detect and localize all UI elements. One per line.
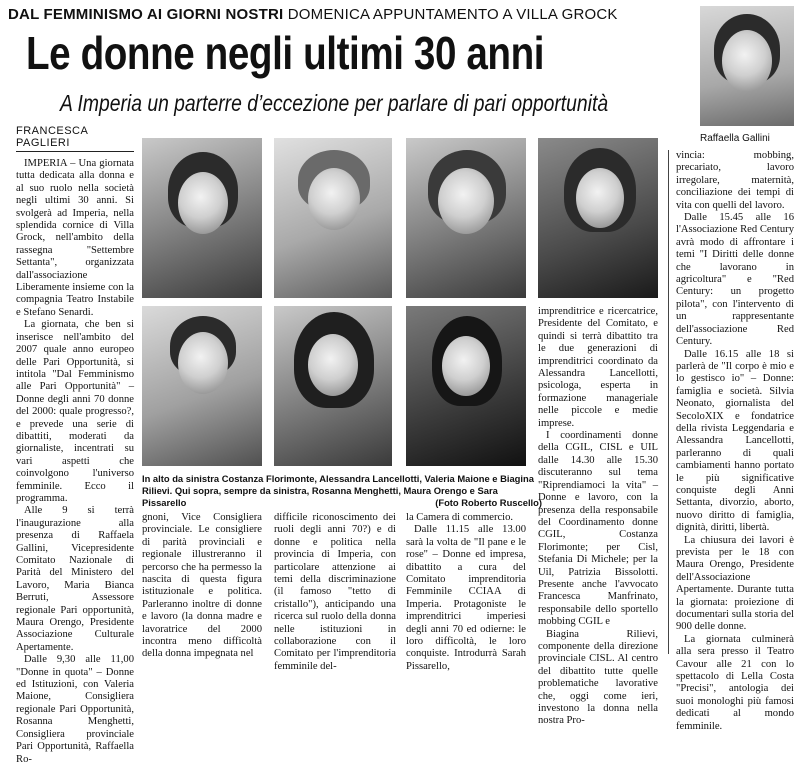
photo-sara-pissarello [406, 306, 526, 466]
photo-valeria-maione [406, 138, 526, 298]
caption-text: In alto da sinistra Costanza Florimonte, Alessandra Lancellotti, Valeria Maione e Biagina Rilievi. Qui sopra, sempre da sinistra, Rosanna Menghetti, Maura Orengo e Sara Pissarello [142, 473, 534, 508]
paragraph: difficile riconoscimento dei ruoli degli anni 70?) e di donne e politica nella provincia di Imperia, con particolare attenzione ai temi della discriminazione (il famoso "tetto di cristallo"), anticipando una ricerca sul ruolo della donna nelle istituzioni in collaborazione con il Comitato per l'imprenditoria femminile del- [274, 512, 396, 672]
photo-caption [142, 473, 542, 509]
kicker [8, 6, 618, 23]
byline: FRANCESCA PAGLIERI [16, 125, 134, 152]
paragraph: Alle 9 si terrà l'inaugurazione alla presenza di Raffaela Gallini, Vicepresidente Comitato Nazionale di Parità del Ministero del Lavoro, Maria Bianca Berruti, Assessore regionale Pari opportunità, Maura Orengo, Presidente Associazione Culturale Apertamente. [16, 505, 134, 653]
paragraph: gnoni, Vice Consigliera provinciale. Le consigliere di parità provinciali e regionale illustreranno il percorso che ha permesso la nascita di questa figura istituzionale e politica. Parleranno inoltre di donne e lavoro (la donna madre e lavoratrice del 2000 incontra meno difficoltà della donna impegnata nel [142, 512, 262, 660]
paragraph: Biagina Rilievi, componente della direzione provinciale CISL. Al centro del dibattito tutte quelle problematiche lavorative che, oggi come ieri, investono la donna nella nostra Pro- [538, 628, 658, 727]
paragraph: la Camera di commercio. [406, 512, 514, 523]
paragraph: IMPERIA – Una giornata tutta dedicata alla donna e al suo ruolo nella società negli ultimi 30 anni. Si svolgerà ad Imperia, nella splendida cornice di Villa Grock, nell'ambito della rassegna "Settembre Settanta", organizzata dall'associazione Liberamente insieme con la compagnia Teatro Instabile e Stefano Senardi. [16, 158, 134, 318]
paragraph: I coordinamenti donne della CGIL, CISL e UIL dalle 14.30 alle 15.30 discuteranno sul tema "Riprendiamoci la vita" – Donne e lavoro, con la presenza della responsabile del Coordinamento donne CGIL, Costanza Florimonte; per Cisl, Stefania Di Michele; per la Uil, Patrizia Bissolotti. Presente anche l'avvocato Francesca Manfrinato, responsabile dello sportello mobbing CGIL e [538, 430, 658, 628]
photo-biagina-rilievi [538, 138, 658, 298]
paragraph: imprenditrice e ricercatrice, Presidente del Comitato, e quindi si terrà dibattito tra le due generazioni di imprenditrici coordinato da Alessandra Lancellotti, psicologa, esperta in formazione manageriale nelle piccole e medie imprese. [538, 306, 658, 429]
paragraph: Dalle 16.15 alle 18 si parlerà de "Il corpo è mio e lo gestisco io" – Donne: famiglia e società. Silvia Neonato, giornalista del SecoloXIX e fondatrice della rivista Leggendaria e Alessandra Lancellotti, parleranno di quali cambiamenti hanno portato le più significative conquiste degli Anni Settanta, divorzio, aborto, nuovo diritto di famiglia, dignità, diritti, libertà. [676, 348, 794, 534]
photo-rosanna-menghetti [142, 306, 262, 466]
article-column-2 [142, 512, 262, 660]
paragraph: La giornata culminerà alla sera presso il Teatro Cavour alle 21 con lo spettacolo di Lella Costa "Precisi", antologia dei suoi monologhi più famosi dedicati al mondo femminile. [676, 633, 794, 732]
kicker-rest: DOMENICA APPUNTAMENTO A VILLA GROCK [287, 6, 618, 23]
photo-alessandra-lancellotti [274, 138, 392, 298]
photo-costanza-florimonte [142, 138, 262, 298]
headline: Le donne negli ultimi 30 anni [26, 27, 545, 79]
kicker-bold: DAL FEMMINISMO AI GIORNI NOSTRI [8, 6, 284, 23]
paragraph: La giornata, che ben si inserisce nell'ambito del 2007 quale anno europeo delle Pari Opportunità, si intitola "Dal Femminismo alle Pari Opportunità" – Donne degli anni 70 donne del 2000: quale progresso?, e prevede una serie di dibattiti, moderati da giornaliste, incentrati su vari aspetti che coinvolgono l'universo femminile. Ecco il programma. [16, 319, 134, 504]
subheadline: A Imperia un parterre d’eccezione per parlare di pari opportunità [60, 90, 609, 116]
column-rule [668, 150, 669, 654]
paragraph: La chiusura dei lavori è prevista per le 18 con Maura Orengo, Presidente dell'Associazione Apertamente. Durante tutta la giornata: proiezione di documentari sulla storia del 900 delle donne. [676, 534, 794, 633]
paragraph: vincia: mobbing, precariato, lavoro irregolare, maternità, conciliazione dei tempi di vita con quelli del lavoro. [676, 150, 794, 211]
portrait-photo [700, 6, 794, 126]
article-column-4-bottom [406, 512, 526, 672]
article-column-4-top [538, 306, 658, 727]
photo-maura-orengo [274, 306, 392, 466]
portrait-label: Raffaella Gallini [700, 133, 770, 144]
paragraph: Dalle 11.15 alle 13.00 sarà la volta de "Il pane e le rose" – Donne ed impresa, dibattito a cura del Comitato imprenditoria Femminile CCIAA di Imperia. Protagoniste le imprenditrici imperiesi degli anni 70 ed odierne: le loro difficoltà, le loro conquiste. Introdurrà Sarah Pissarello, [406, 524, 526, 672]
article-column-1 [16, 158, 134, 765]
photo-credit: (Foto Roberto Ruscello) [435, 497, 542, 508]
article-column-3 [274, 512, 396, 672]
article-column-5 [676, 150, 794, 732]
paragraph: Dalle 9,30 alle 11,00 "Donne in quota" – Donne ed Istituzioni, con Valeria Maione, Consigliera regionale Pari Opportunità, Rosanna Menghetti, Consigliera provinciale Pari Opportunità, Raffaella Ro- [16, 654, 134, 765]
paragraph: Dalle 15.45 alle 16 l'Associazione Red Century avrà modo di affrontare i temi "I Diritti delle donne che lavorano in agricoltura" e "Red Century: un progetto pilota", con l'intervento di un rappresentante dell'associazione Red Century. [676, 212, 794, 348]
